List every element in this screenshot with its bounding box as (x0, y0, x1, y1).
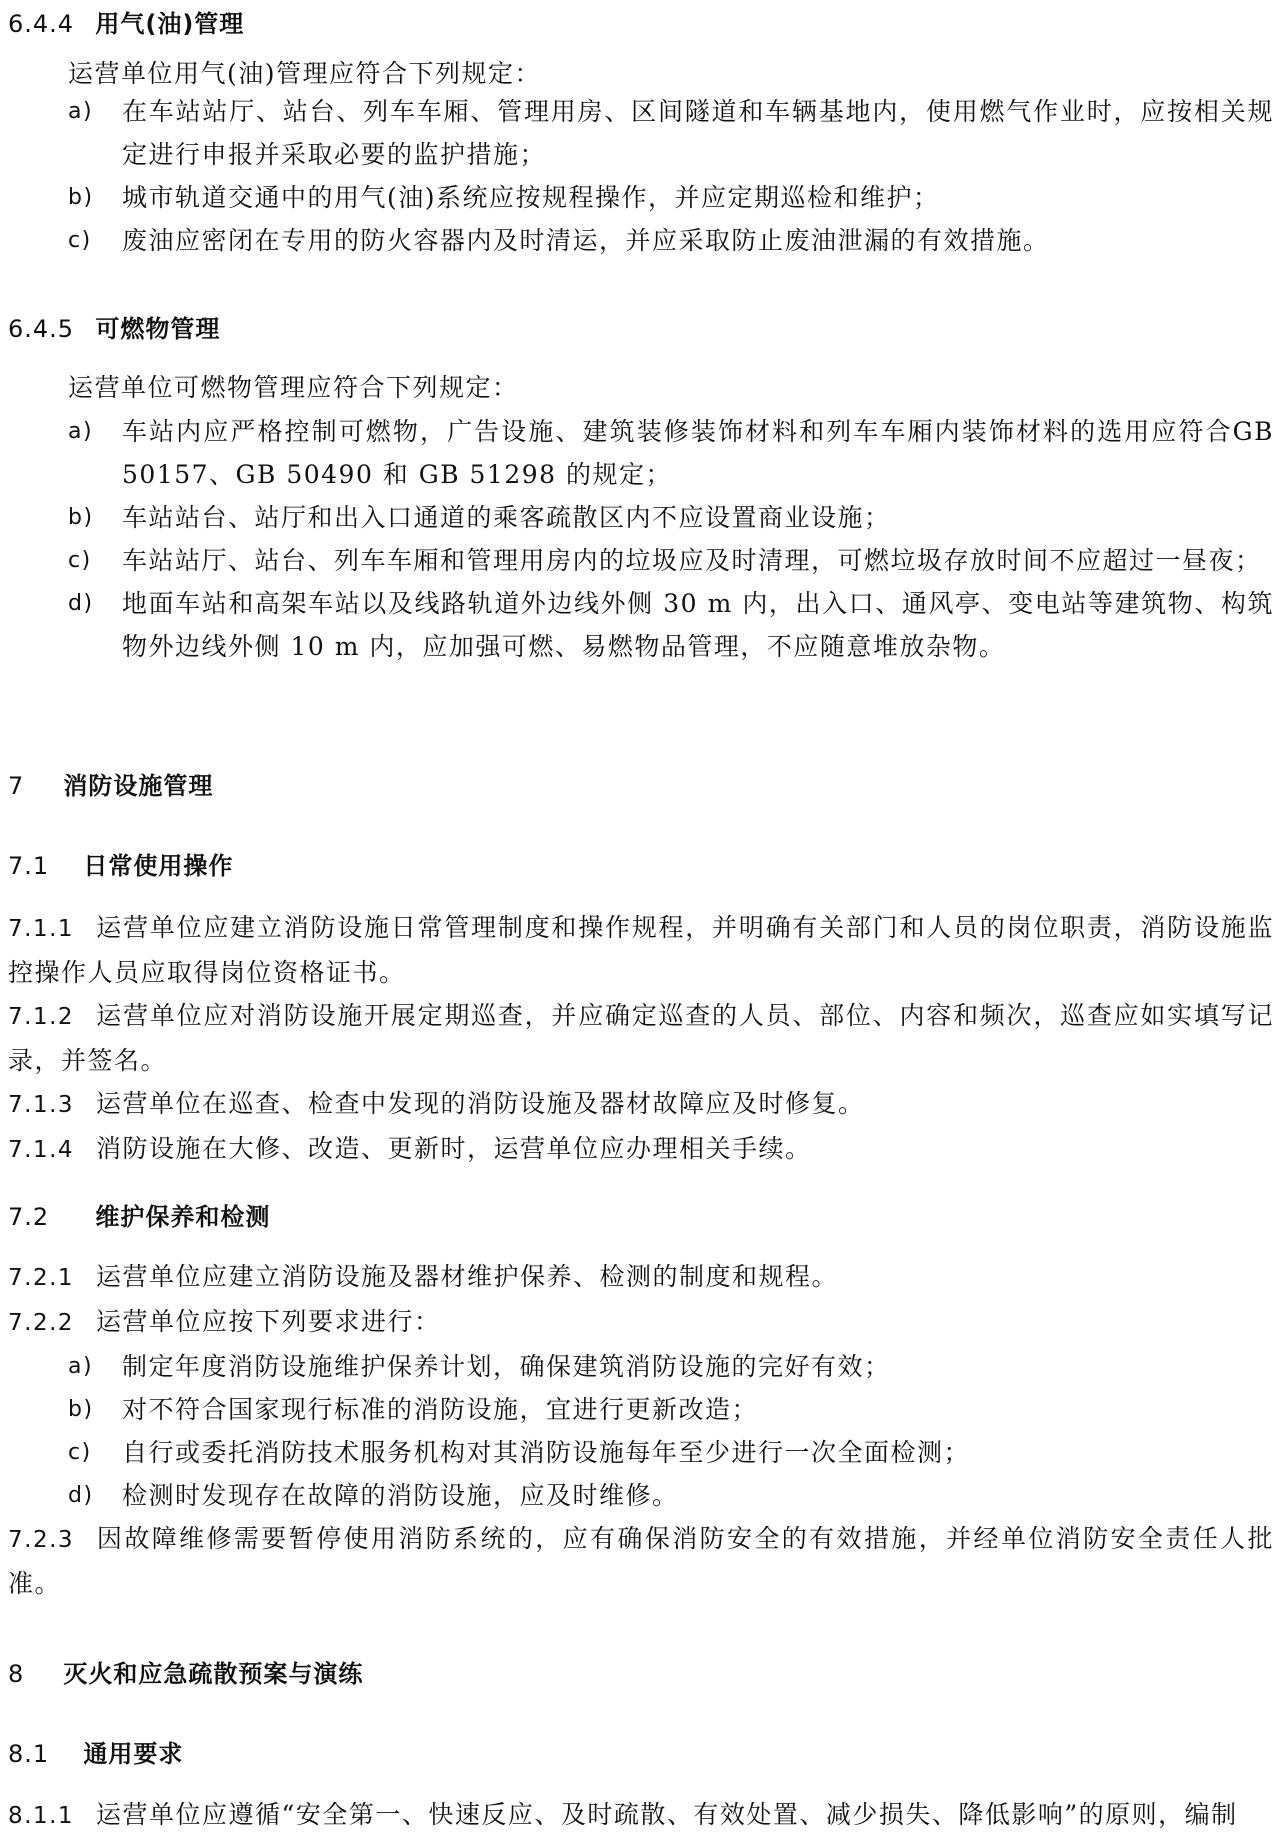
section-number: 6.4.5 (8, 315, 75, 343)
clause-text: 运营单位应建立消防设施及器材维护保养、检测的制度和规程。 (96, 1262, 839, 1291)
chapter-title: 消防设施管理 (63, 772, 214, 800)
section-6-4-4-list (8, 90, 1274, 262)
list-item (8, 1474, 1274, 1517)
list-item (8, 410, 1274, 496)
clause-number: 8.1.1 (8, 1803, 75, 1829)
section-6-4-5-heading (8, 309, 220, 344)
list-item-label: b) (68, 185, 94, 210)
section-7-2-heading (8, 1197, 270, 1232)
list-item-text: 对不符合国家现行标准的消防设施，宜进行更新改造； (122, 1395, 759, 1424)
clause (8, 906, 1274, 994)
clause-number: 7.1.2 (8, 1004, 75, 1030)
section-title: 维护保养和检测 (95, 1203, 271, 1231)
list-item-text: 自行或委托消防技术服务机构对其消防设施每年至少进行一次全面检测； (122, 1438, 971, 1467)
list-item-label: c) (68, 228, 92, 253)
list-item (8, 176, 1274, 219)
section-title: 可燃物管理 (95, 315, 221, 343)
section-6-4-4-intro: 运营单位用气(油)管理应符合下列规定： (68, 59, 542, 88)
clause-number: 7.2.1 (8, 1265, 75, 1291)
clause (8, 1127, 1274, 1172)
clause-number: 7.1.1 (8, 916, 75, 942)
section-7-1-clauses (8, 906, 1274, 1172)
section-6-4-5-intro: 运营单位可燃物管理应符合下列规定： (68, 373, 519, 402)
section-number: 8.1 (8, 1740, 50, 1768)
clause (8, 1300, 1274, 1345)
list-item-text: 在车站站厅、站台、列车车厢、管理用房、区间隧道和车辆基地内，使用燃气作业时，应按相关规定进行申报并采取必要的监护措施； (122, 97, 1274, 169)
section-number: 7.2 (8, 1203, 50, 1231)
list-item-text: 制定年度消防设施维护保养计划，确保建筑消防设施的完好有效； (122, 1352, 891, 1381)
list-item (8, 539, 1274, 582)
clause-number: 7.2.2 (8, 1310, 75, 1336)
chapter-title: 灭火和应急疏散预案与演练 (63, 1660, 364, 1688)
list-item-label: d) (68, 591, 94, 616)
list-item-text: 城市轨道交通中的用气(油)系统应按规程操作，并应定期巡检和维护； (122, 183, 940, 212)
section-7-2-body (8, 1255, 1274, 1605)
section-6-4-5-list (8, 410, 1274, 668)
list-item (8, 90, 1274, 176)
chapter-number: 7 (8, 772, 25, 800)
clause (8, 1517, 1274, 1605)
list-item (8, 219, 1274, 262)
section-number: 7.1 (8, 852, 50, 880)
list-item-text: 废油应密闭在专用的防火容器内及时清运，并应采取防止废油泄漏的有效措施。 (122, 226, 1050, 255)
clause-text: 消防设施在大修、改造、更新时，运营单位应办理相关手续。 (96, 1134, 812, 1163)
clause-text: 运营单位应遵循“安全第一、快速反应、及时疏散、有效处置、减少损失、降低影响”的原则，编制 (96, 1800, 1238, 1829)
section-title: 用气(油)管理 (95, 10, 245, 38)
list-item-label: c) (68, 548, 92, 573)
section-7-1-heading (8, 846, 233, 881)
clause-text: 运营单位应对消防设施开展定期巡查，并应确定巡查的人员、部位、内容和频次，巡查应如实填写记录，并签名。 (8, 1001, 1274, 1075)
list-item-text: 车站内应严格控制可燃物，广告设施、建筑装修装饰材料和列车车厢内装饰材料的选用应符合GB 50157、GB 50490 和 GB 51298 的规定； (122, 417, 1274, 489)
list-item (8, 1388, 1274, 1431)
list-item-text: 车站站厅、站台、列车车厢和管理用房内的垃圾应及时清理，可燃垃圾存放时间不应超过一昼夜； (122, 546, 1262, 575)
list-item-label: a) (68, 419, 94, 444)
list-item (8, 1431, 1274, 1474)
section-8-1-body (8, 1793, 1274, 1840)
clause-number: 7.2.3 (8, 1527, 75, 1553)
list-item-label: a) (68, 99, 94, 124)
list-item-label: d) (68, 1483, 94, 1508)
list-item-text: 检测时发现存在故障的消防设施，应及时维修。 (122, 1481, 679, 1510)
section-title: 通用要求 (83, 1740, 184, 1768)
clause (8, 1793, 1274, 1838)
list-item-text: 车站站台、站厅和出入口通道的乘客疏散区内不应设置商业设施； (122, 503, 891, 532)
list-item-label: b) (68, 505, 94, 530)
list-item-label: a) (68, 1354, 94, 1379)
chapter-8-heading (8, 1654, 363, 1689)
list-item-label: c) (68, 1440, 92, 1465)
chapter-number: 8 (8, 1660, 25, 1688)
list-item-label: b) (68, 1397, 94, 1422)
clause-text: 因故障维修需要暂停使用消防系统的，应有确保消防安全的有效措施，并经单位消防安全责任人批准。 (8, 1524, 1274, 1598)
clause-number: 7.1.4 (8, 1137, 75, 1163)
section-6-4-4-heading (8, 4, 244, 39)
section-title: 日常使用操作 (83, 852, 234, 880)
clause-text: 运营单位在巡查、检查中发现的消防设施及器材故障应及时修复。 (96, 1089, 865, 1118)
list-item (8, 1345, 1274, 1388)
list-item-text: 地面车站和高架车站以及线路轨道外边线外侧 30 m 内，出入口、通风亭、变电站等建筑物、构筑物外边线外侧 10 m 内，应加强可燃、易燃物品管理，不应随意堆放杂物。 (122, 589, 1274, 661)
section-number: 6.4.4 (8, 10, 75, 38)
clause (8, 994, 1274, 1082)
list-item (8, 582, 1274, 668)
section-8-1-heading (8, 1734, 183, 1769)
clause (8, 1082, 1274, 1127)
clause-number: 7.1.3 (8, 1092, 75, 1118)
clause-text: 运营单位应按下列要求进行： (96, 1307, 441, 1336)
clause (8, 1255, 1274, 1300)
chapter-7-heading (8, 766, 213, 801)
clause-text: 运营单位应建立消防设施日常管理制度和操作规程，并明确有关部门和人员的岗位职责，消防设施监控操作人员应取得岗位资格证书。 (8, 913, 1274, 987)
list-item (8, 496, 1274, 539)
